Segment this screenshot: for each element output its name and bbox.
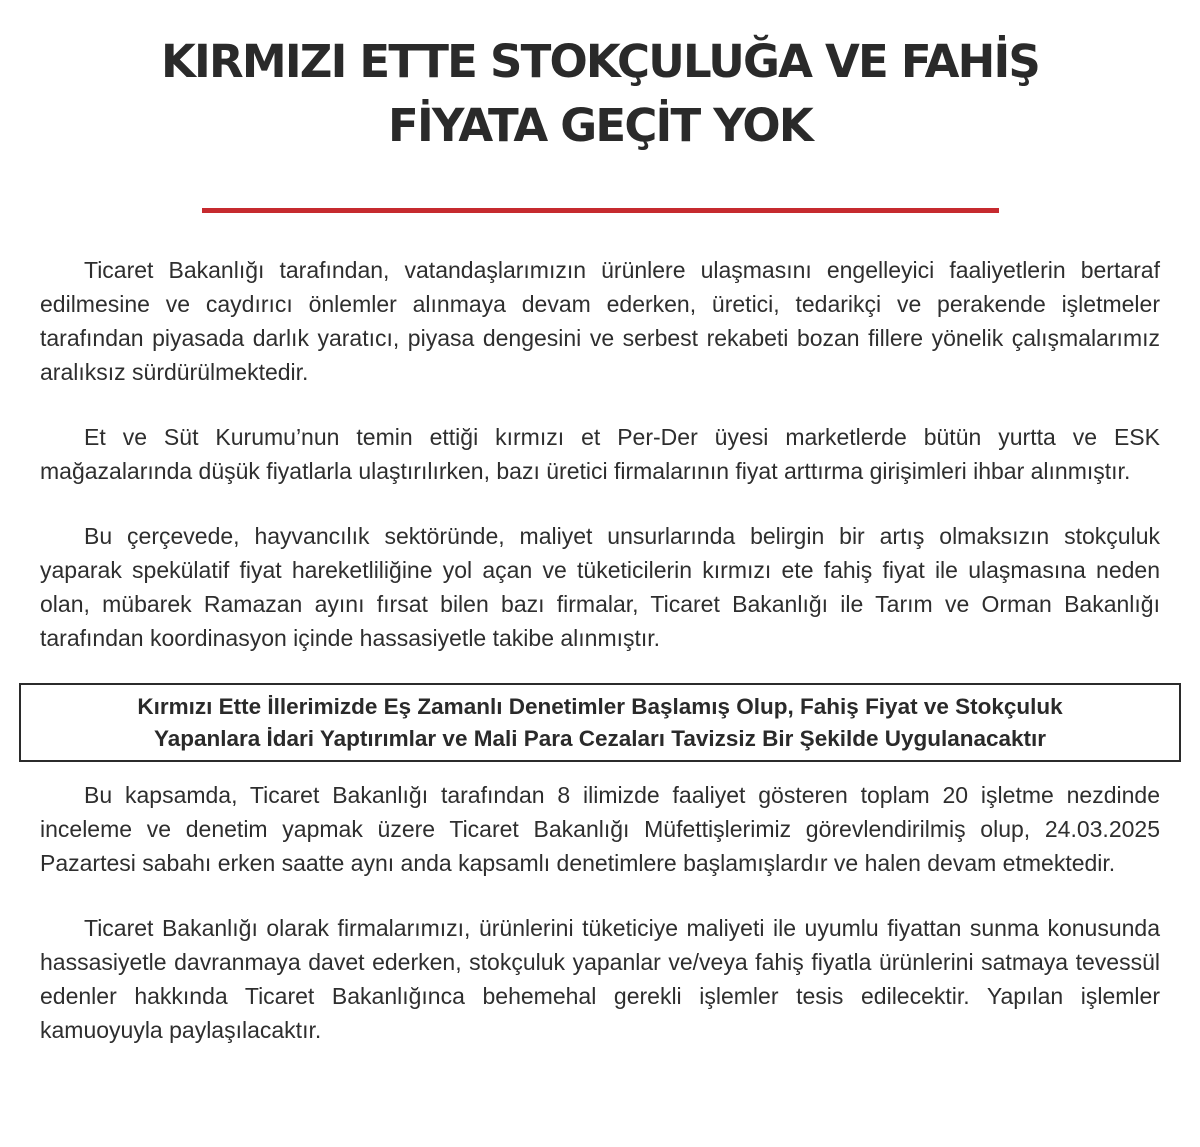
- paragraph-4: Bu kapsamda, Ticaret Bakanlığı tarafından 8 ilimizde faaliyet gösteren toplam 20 işletme nezdinde inceleme ve denetim yapmak üzere Ticaret Bakanlığı Müfettişlerimiz görevlendirilmiş olup, 24.03.2025 Pazartesi sabahı erken saatte aynı anda kapsamlı denetimlere başlamışlardır ve halen devam etmektedir.: [40, 782, 1160, 876]
- title-line-2: FİYATA GEÇİT YOK: [388, 99, 812, 152]
- paragraph-2: Et ve Süt Kurumu’nun temin ettiği kırmızı et Per-Der üyesi marketlerde bütün yurtta ve ESK mağazalarında düşük fiyatlarla ulaştırılırken, bazı üretici firmalarının fiyat arttırma girişimleri ihbar alınmıştır.: [40, 424, 1160, 484]
- title-divider: [202, 208, 999, 213]
- title-line-1: KIRMIZI ETTE STOKÇULUĞA VE FAHİŞ: [160, 35, 1040, 88]
- callout-line-1: Kırmızı Ette İllerimizde Eş Zamanlı Denetimler Başlamış Olup, Fahiş Fiyat ve Stokçuluk: [137, 694, 1063, 719]
- paragraph-1: Ticaret Bakanlığı tarafından, vatandaşlarımızın ürünlere ulaşmasını engelleyici faaliyetlerin bertaraf edilmesine ve caydırıcı önlemler alınmaya devam ederken, üretici, tedarikçi ve perakende işletmeler tarafından piyasada darlık yaratıcı, piyasa dengesini ve serbest rekabeti bozan fillere yönelik çalışmalarımız aralıksız sürdürülmektedir.: [40, 257, 1160, 385]
- page-title: [40, 0, 1160, 158]
- article-body: [40, 253, 1160, 1047]
- paragraph-3: Bu çerçevede, hayvancılık sektöründe, maliyet unsurlarında belirgin bir artış olmaksızın stokçuluk yaparak spekülatif fiyat hareketliliğine yol açan ve tüketicilerin kırmızı ete fahiş fiyat ile ulaşmasına neden olan, mübarek Ramazan ayını fırsat bilen bazı firmalar, Ticaret Bakanlığı ile Tarım ve Orman Bakanlığı tarafından koordinasyon içinde hassasiyetle takibe alınmıştır.: [40, 523, 1160, 651]
- callout-box: [19, 683, 1181, 762]
- callout-line-2: Yapanlara İdari Yaptırımlar ve Mali Para Cezaları Tavizsiz Bir Şekilde Uygulanacaktır: [153, 726, 1047, 751]
- paragraph-5: Ticaret Bakanlığı olarak firmalarımızı, ürünlerini tüketiciye maliyeti ile uyumlu fiyattan sunma konusunda hassasiyetle davranmaya davet ederken, stokçuluk yapanlar ve/veya fahiş fiyatla ürünlerini satmaya tevessül edenler hakkında Ticaret Bakanlığınca behemehal gerekli işlemler tesis edilecektir. Yapılan işlemler kamuoyuyla paylaşılacaktır.: [40, 915, 1160, 1043]
